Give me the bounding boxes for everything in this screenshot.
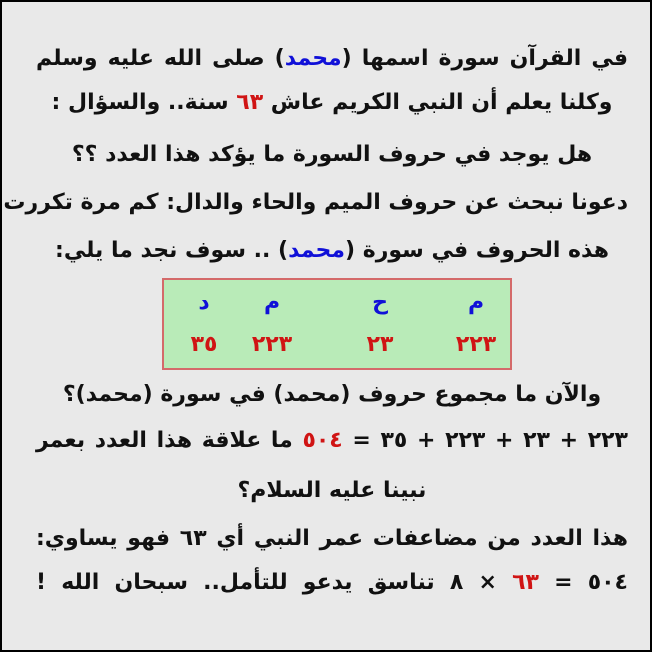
text-segment: ) .. سوف نجد ما يلي: — [55, 238, 289, 263]
text-segment: سنة.. والسؤال : — [51, 90, 237, 115]
letter-dal: د — [198, 290, 210, 315]
text-segment: ٥٠٤ = — [538, 570, 628, 595]
highlight-sum: ٥٠٤ — [302, 428, 343, 453]
letter-mim-2: م — [263, 290, 281, 315]
letter-ha: ح — [372, 290, 388, 315]
text-line-1 — [36, 44, 628, 74]
count-dal: ٣٥ — [190, 332, 218, 357]
text-line-9: هذا العدد من مضاعفات عمر النبي أي ٦٣ فهو يساوي: — [36, 526, 628, 551]
text-segment: ٢٢٣ + ٢٣ + ٢٢٣ + ٣٥ = — [342, 428, 628, 453]
letter-count-box — [162, 278, 512, 370]
text-line-8: نبينا عليه السلام؟ — [237, 478, 427, 503]
highlight-age: ٦٣ — [236, 90, 264, 115]
text-segment: في القرآن سورة اسمها ( — [341, 46, 628, 71]
highlight-surah-name: محمد — [288, 238, 346, 263]
text-segment: × ٨ تناسق يدعو للتأمل.. سبحان الله ! — [36, 570, 513, 595]
letter-mim-1: م — [467, 290, 485, 315]
text-line-4: دعونا نبحث عن حروف الميم والحاء والدال: كم مرة تكررت — [3, 190, 628, 215]
text-line-10 — [36, 568, 628, 598]
text-segment: وكلنا يعلم أن النبي الكريم عاش — [263, 90, 613, 115]
count-mim-1: ٢٢٣ — [455, 332, 497, 357]
text-line-7 — [36, 426, 628, 456]
highlight-age: ٦٣ — [512, 570, 539, 595]
text-line-2 — [36, 88, 628, 118]
text-line-5 — [36, 236, 628, 266]
text-segment: ما علاقة هذا العدد بعمر — [36, 428, 303, 453]
text-line-3: هل يوجد في حروف السورة ما يؤكد هذا العدد ؟؟ — [71, 142, 593, 167]
text-line-6: والآن ما مجموع حروف (محمد) في سورة (محمد)؟ — [62, 382, 602, 407]
count-mim-2: ٢٢٣ — [251, 332, 293, 357]
text-segment: ) صلى الله عليه وسلم — [36, 46, 285, 71]
text-segment: هذه الحروف في سورة ( — [345, 238, 609, 263]
count-ha: ٢٣ — [366, 332, 394, 357]
highlight-surah-name: محمد — [284, 46, 342, 71]
